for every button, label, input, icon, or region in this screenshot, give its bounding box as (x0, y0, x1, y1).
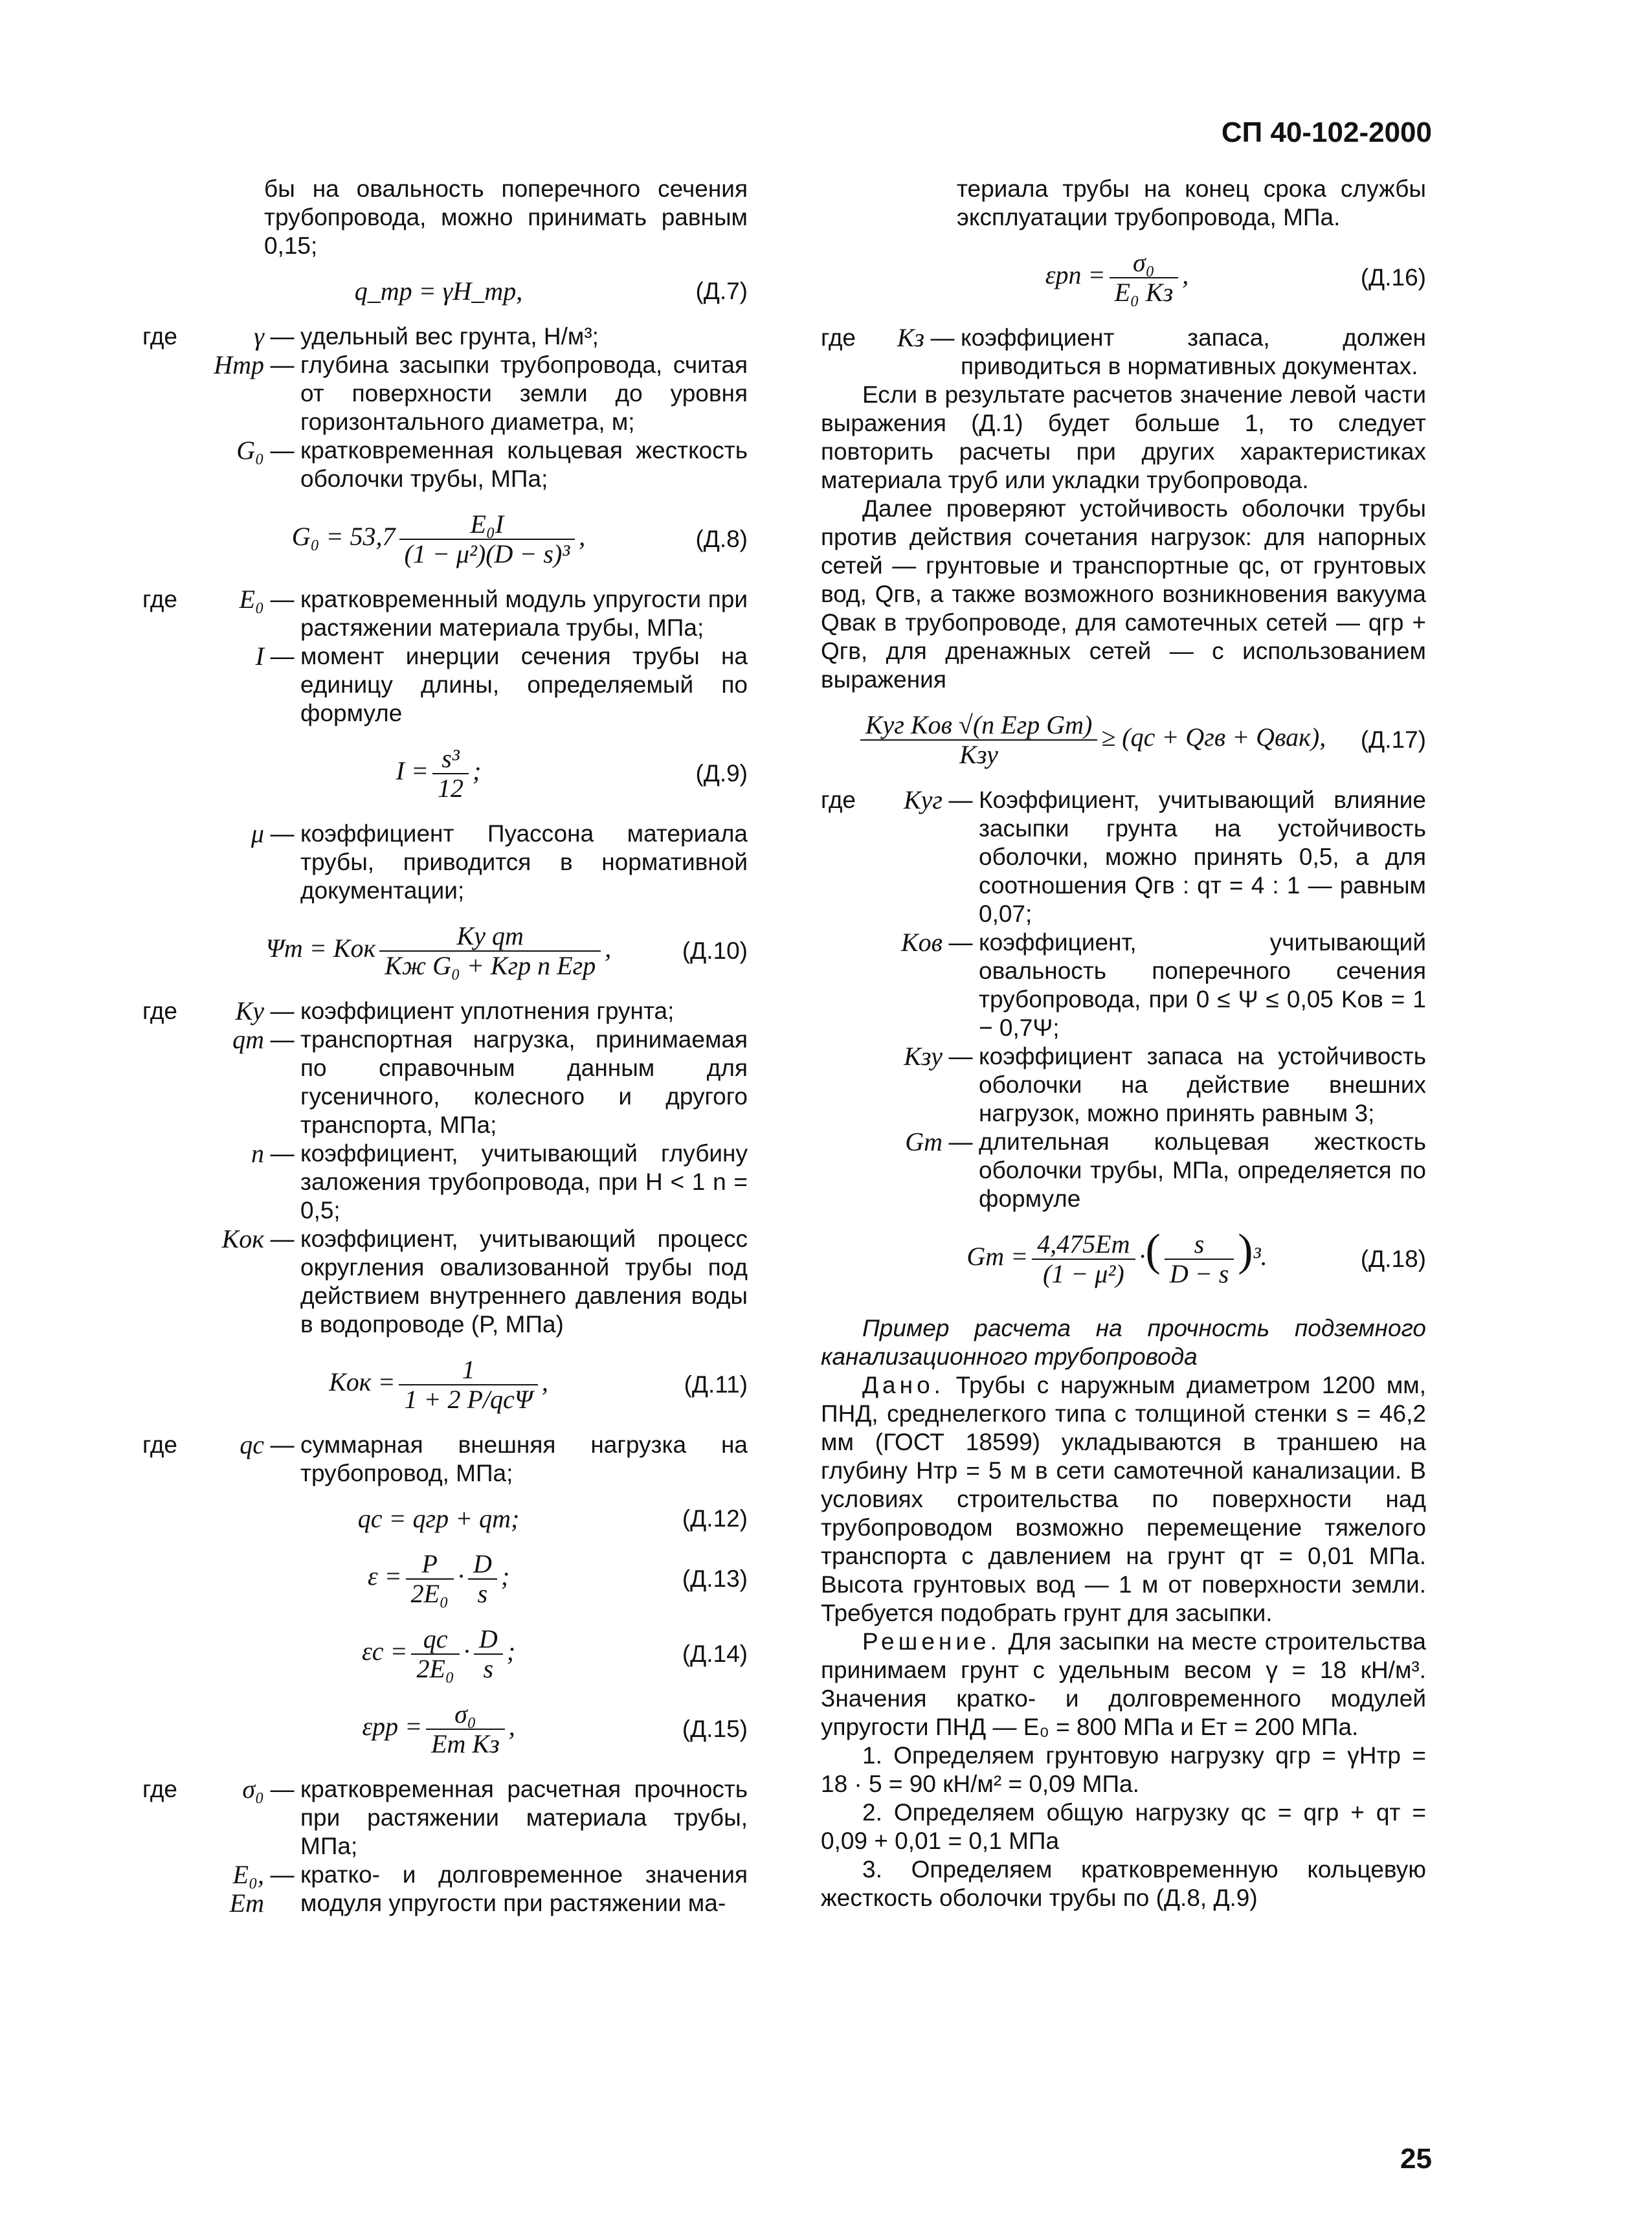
dash: — (948, 1128, 973, 1155)
eq-lhs: εрп = (1045, 260, 1106, 290)
eq-dot: · (463, 1637, 470, 1666)
definition-text: глубина засыпки трубопровода, считая от поверхности земли до уровня горизонтального диаметра, м; (300, 352, 748, 435)
equation-d16 (821, 249, 1426, 307)
definition-text: коэффициент Пуассона материала трубы, приводится в нормативной документации; (300, 820, 748, 904)
numerator: E₀I (399, 510, 575, 540)
definition-row (142, 436, 748, 493)
eq-tail: , (1182, 260, 1189, 290)
dash: — (270, 1776, 295, 1802)
equation-d8-number: (Д.8) (695, 526, 748, 552)
dash: — (270, 1140, 295, 1167)
solution-text: Для засыпки на месте строительства принимаем грунт с удельным весом γ = 18 кН/м³. Значения кратко- и долговременного модулей упругости ПНД — E₀ = 800 МПа и Eт = 200 МПа. (821, 1628, 1427, 1740)
dash: — (270, 323, 295, 350)
denominator: Kж G₀ + Kгр n Eгр (385, 951, 596, 980)
fraction (399, 510, 575, 568)
numerator: 4,475Eт (1032, 1230, 1135, 1260)
eq-tail: , (579, 522, 586, 552)
equation-d13 (142, 1550, 748, 1608)
dash: — (270, 820, 295, 847)
denominator: 2E₀ (416, 1654, 454, 1683)
definition-text: коэффициент уплотнения грунта; (300, 998, 675, 1024)
equation-d16-formula (821, 249, 1335, 307)
symbol: Gт (905, 1127, 943, 1156)
definition-row (142, 1225, 748, 1339)
symbol: G₀ (236, 436, 264, 465)
dash: — (270, 1431, 295, 1458)
denominator: 12 (437, 774, 463, 803)
definition-row (142, 1025, 748, 1139)
right-column (821, 175, 1426, 1912)
definition-row (821, 1128, 1426, 1213)
symbol: qт (232, 1025, 264, 1054)
numerator: qс (411, 1625, 459, 1655)
numerator: Kуг Kов √(n Eгр Gт) (860, 711, 1098, 741)
equation-d18-formula (821, 1226, 1335, 1288)
denominator: Kзу (959, 740, 998, 769)
symbol: E₀, Eт (229, 1860, 264, 1918)
denominator: E₀ Kз (1114, 278, 1174, 307)
fraction (860, 711, 1098, 769)
equation-d15-number: (Д.15) (682, 1716, 748, 1742)
denominator: s (477, 1579, 488, 1608)
definition-row (142, 1431, 748, 1488)
denominator: (1 − μ²)(D − s)³ (404, 539, 570, 568)
continuation-text: териала трубы на конец срока службы эксплуатации трубопровода, МПа. (957, 175, 1426, 230)
denominator: Eт Kз (431, 1729, 500, 1758)
definitions-5 (142, 1431, 748, 1488)
definition-text: момент инерции сечения трубы на единицу длины, определяемый по формуле (300, 643, 748, 726)
symbol: Kов (900, 928, 943, 957)
left-column (142, 175, 748, 1918)
definitions-1 (142, 322, 748, 493)
symbol: μ (251, 819, 264, 848)
denominator: D − s (1169, 1259, 1229, 1288)
numerator: 1 (399, 1356, 537, 1385)
dash: — (270, 1226, 295, 1252)
numerator: σ₀ (1110, 249, 1179, 278)
definition-text: коэффициент запаса на устойчивость оболочки на действие внешних нагрузок, можно принять равным 3; (979, 1043, 1426, 1126)
denominator: (1 − μ²) (1042, 1259, 1124, 1288)
definition-row (142, 1861, 748, 1918)
definition-text: транспортная нагрузка, принимаемая по справочным данным для гусеничного, колесного и другого транспорта, МПа; (300, 1026, 748, 1138)
equation-d12-number: (Д.12) (682, 1505, 748, 1532)
equation-d10 (142, 922, 748, 980)
eq-lhs: Gт = (966, 1242, 1029, 1271)
definition-text: коэффициент, учитывающий овальность поперечного сечения трубопровода, при 0 ≤ Ψ ≤ 0,05 Kов = 1 − 0,7Ψ; (979, 929, 1426, 1041)
equation-d11-number: (Д.11) (684, 1371, 748, 1398)
eq-tail: ; (506, 1637, 516, 1666)
equation-d9-formula (142, 745, 657, 803)
fraction (474, 1625, 503, 1683)
numerator: s³ (432, 745, 469, 774)
equation-d15-formula (142, 1700, 657, 1758)
equation-d14-number: (Д.14) (682, 1641, 748, 1667)
dash: — (270, 352, 295, 378)
eq-lhs: εс = (361, 1637, 408, 1666)
fraction (399, 1356, 537, 1414)
given-label: Дано. (862, 1372, 944, 1398)
definition-text: кратко- и долговременное значения модуля упругости при растяжении ма- (300, 1861, 748, 1916)
symbol: E₀ (239, 585, 264, 614)
eq-dot: · (1139, 1242, 1146, 1271)
equation-d17 (821, 711, 1426, 769)
numerator: P (406, 1550, 454, 1580)
definition-text: суммарная внешняя нагрузка на трубопровод, МПа; (300, 1431, 748, 1486)
definition-row (142, 997, 748, 1025)
fraction (379, 922, 601, 980)
dash: — (270, 1861, 295, 1888)
equation-d18 (821, 1226, 1426, 1288)
equation-d18-number: (Д.18) (1360, 1246, 1426, 1272)
definition-text: кратковременный модуль упругости при растяжении материала трубы, МПа; (300, 586, 748, 641)
symbol: Hтр (214, 350, 264, 379)
equation-d16-number: (Д.16) (1360, 264, 1426, 291)
eq-tail: ; (500, 1562, 510, 1591)
dash: — (270, 1026, 295, 1053)
where-label: где (821, 324, 856, 351)
definition-text: коэффициент, учитывающий процесс округления овализованной трубы под действием внутреннего давления воды в водопроводе (P, МПа) (300, 1226, 748, 1338)
dash: — (930, 324, 955, 351)
definition-row (142, 820, 748, 905)
definitions-4 (142, 997, 748, 1339)
equation-d10-number: (Д.10) (682, 937, 748, 964)
dash: — (948, 929, 973, 956)
equation-d14 (142, 1625, 748, 1683)
dash: — (948, 1043, 973, 1070)
definition-text: длительная кольцевая жесткость оболочки трубы, МПа, определяется по формуле (979, 1128, 1426, 1212)
given-text: Трубы с наружным диаметром 1200 мм, ПНД, среднелегкого типа с толщиной стенки s = 46,2 мм (ГОСТ 18599) укладываются в траншею на глубину Hтр = 5 м в сети самотечной канализации. В условиях строительства по поверхности над трубопроводом возможно перемещение тяжелого транспорта с давлением на грунт qт = 0,01 МПа. Высота грунтовых вод — 1 м от поверхности земли. Требуется подобрать грунт для засыпки. (821, 1372, 1427, 1626)
eq-lhs: Ψт = Kок (265, 934, 376, 963)
equation-d12-formula: qс = qгр + qт; (357, 1504, 520, 1533)
eq-lhs: G₀ = 53,7 (291, 522, 396, 552)
eq-tail: , (508, 1712, 515, 1742)
given-paragraph (821, 1371, 1426, 1628)
equation-d10-formula (142, 922, 657, 980)
definitions-2 (142, 585, 748, 728)
dash: — (270, 998, 295, 1024)
equation-d17-formula (821, 711, 1335, 769)
where-label: где (142, 1776, 178, 1802)
equation-d7-number: (Д.7) (695, 278, 748, 304)
eq-tail: ≥ (qс + Qгв + Qвак), (1101, 722, 1326, 752)
step-3: 3. Определяем кратковременную кольцевую жесткость оболочки трубы по (Д.8, Д.9) (821, 1856, 1426, 1911)
equation-d7 (142, 277, 748, 306)
eq-tail: , (541, 1367, 548, 1397)
eq-dot: · (457, 1562, 464, 1591)
symbol: n (251, 1139, 264, 1168)
where-label: где (821, 787, 856, 813)
definition-row (142, 1139, 748, 1225)
fraction (1032, 1230, 1135, 1288)
definition-text: коэффициент, учитывающий глубину заложения трубопровода, при H < 1 n = 0,5; (300, 1140, 748, 1224)
dash: — (270, 437, 295, 464)
where-label: где (142, 1431, 178, 1458)
definition-text: кратковременная расчетная прочность при растяжении материала трубы, МПа; (300, 1776, 748, 1859)
equation-d11 (142, 1356, 748, 1414)
fraction (426, 1700, 505, 1758)
numerator: Kу qт (379, 922, 601, 952)
dash: — (948, 787, 973, 813)
eq-lhs: Kок = (329, 1367, 396, 1397)
right-definitions-2 (821, 786, 1426, 1213)
definition-row (821, 1042, 1426, 1128)
fraction (1110, 249, 1179, 307)
page-number: 25 (1400, 2143, 1432, 2175)
definition-text: удельный вес грунта, Н/м³; (300, 323, 599, 350)
equation-d9-number: (Д.9) (695, 760, 748, 787)
eq-lhs: εрр = (362, 1712, 423, 1742)
solution-label: Решение. (862, 1628, 1001, 1655)
definitions-6 (142, 1775, 748, 1918)
where-label: где (142, 586, 178, 612)
fraction (432, 745, 469, 803)
solution-paragraph (821, 1628, 1426, 1742)
equation-d13-formula (142, 1550, 657, 1608)
equation-d8-formula (142, 510, 657, 568)
denominator: s (483, 1654, 494, 1683)
symbol: I (255, 642, 264, 671)
intro-text: бы на овальность поперечного сечения трубопровода, можно принимать равным 0,15; (264, 175, 748, 259)
eq-lhs: I = (396, 756, 429, 786)
definition-text: коэффициент запаса, должен приводиться в нормативных документах. (961, 324, 1426, 379)
symbol: γ (254, 322, 264, 351)
equation-d13-number: (Д.13) (682, 1565, 748, 1592)
equation-d12 (142, 1505, 748, 1533)
symbol: Kзу (904, 1042, 943, 1071)
dash: — (270, 586, 295, 612)
equation-d14-formula (142, 1625, 657, 1683)
definition-row (142, 642, 748, 728)
equation-d17-number: (Д.17) (1360, 726, 1426, 753)
right-definitions-1 (821, 324, 1426, 381)
step-1: 1. Определяем грунтовую нагрузку qгр = γHтр = 18 · 5 = 90 кН/м² = 0,09 МПа. (821, 1742, 1426, 1797)
symbol: Kу (235, 996, 264, 1025)
equation-d7-formula: q_тр = γH_тр, (354, 276, 523, 306)
eq-lhs: ε = (367, 1562, 402, 1591)
definition-text: кратковременная кольцевая жесткость оболочки трубы, МПа; (300, 437, 748, 492)
definitions-3 (142, 820, 748, 905)
numerator: D (468, 1550, 497, 1580)
symbol: qс (240, 1430, 264, 1459)
fraction (411, 1625, 459, 1683)
dash: — (270, 643, 295, 669)
numerator: σ₀ (426, 1700, 505, 1730)
equation-d15 (142, 1700, 748, 1758)
numerator: s (1165, 1230, 1234, 1260)
definition-row (142, 351, 748, 436)
denominator: 2E₀ (410, 1579, 449, 1608)
eq-tail: ; (472, 756, 482, 786)
fraction (406, 1550, 454, 1608)
symbol: σ₀ (242, 1775, 264, 1804)
example-title: Пример расчета на прочность подземного канализационного трубопровода (821, 1315, 1426, 1370)
symbol: Kз (897, 323, 924, 352)
where-label: где (142, 998, 178, 1024)
equation-d8 (142, 510, 748, 568)
right-paren: ) (1238, 1226, 1253, 1276)
step-2: 2. Определяем общую нагрузку qс = qгр + qт = 0,09 + 0,01 = 0,1 МПа (821, 1799, 1426, 1854)
where-label: где (142, 323, 178, 350)
equation-d9 (142, 745, 748, 803)
fraction (468, 1550, 497, 1608)
left-paren: ( (1145, 1226, 1161, 1276)
eq-tail: ³. (1253, 1242, 1267, 1271)
definition-row (821, 786, 1426, 928)
symbol: Kуг (903, 785, 943, 814)
symbol: Kок (221, 1224, 264, 1253)
definition-row (821, 324, 1426, 381)
paragraph-2: Далее проверяют устойчивость оболочки трубы против действия сочетания нагрузок: для напорных сетей — грунтовые и транспортные qс, от грунтовых вод, Qгв, а также возможного возникновения вакуума Qвак в трубопроводе, для самотечных сетей — qгр + Qгв, для дренажных сетей — с использованием выражения (821, 495, 1426, 693)
definition-row (142, 1775, 748, 1861)
definition-row (142, 585, 748, 642)
definition-row (821, 928, 1426, 1042)
numerator: D (474, 1625, 503, 1655)
eq-tail: , (605, 934, 612, 963)
definition-row (142, 322, 748, 351)
page-header: СП 40-102-2000 (1221, 117, 1432, 148)
denominator: 1 + 2 P/qсΨ (404, 1385, 533, 1414)
fraction (1165, 1230, 1234, 1288)
paragraph-1: Если в результате расчетов значение левой части выражения (Д.1) будет больше 1, то следует повторить расчеты при других характеристиках материала труб или укладки трубопровода. (821, 381, 1426, 493)
definition-text: Коэффициент, учитывающий влияние засыпки грунта на устойчивость оболочки, можно принять 0,5, а для соотношения Qгв : qт = 4 : 1 — равным 0,07; (979, 787, 1426, 927)
equation-d11-formula (142, 1356, 657, 1414)
